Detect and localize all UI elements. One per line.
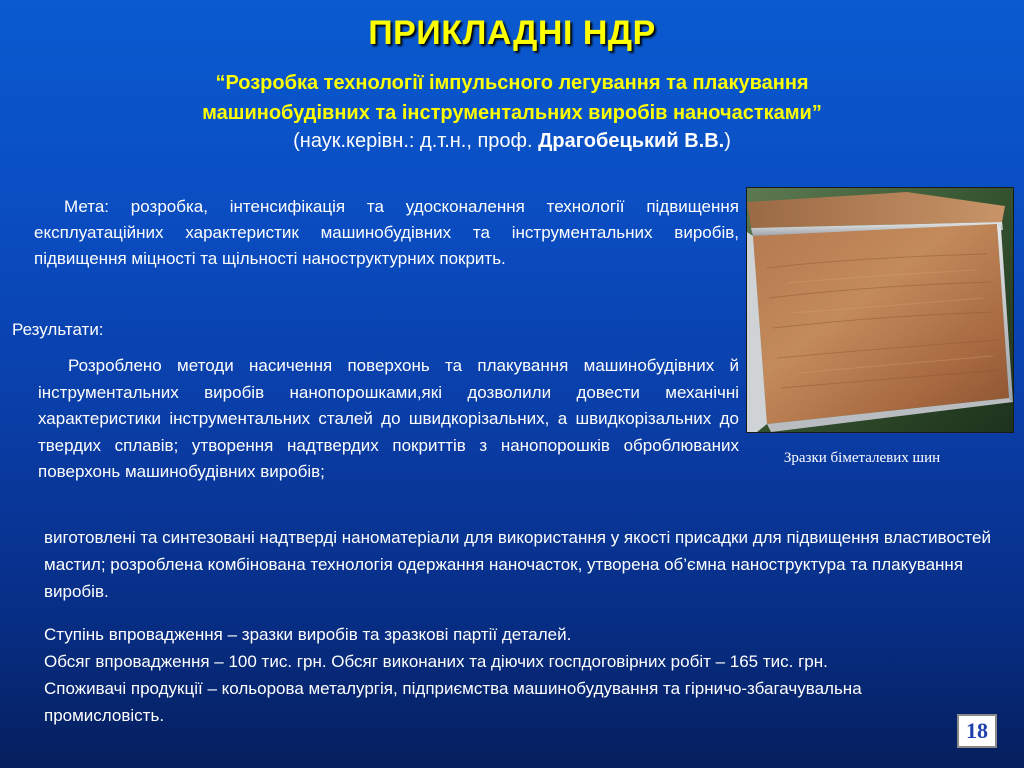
project-title [60, 68, 964, 128]
project-title-line-1: “Розробка технології імпульсного легування та плакування [215, 72, 809, 94]
slide-title: ПРИКЛАДНІ НДР [368, 14, 656, 52]
product-consumers: Споживачі продукції – кольорова металургія, підприємства машинобудування та гірничо-збагачувальна промисловість. [44, 679, 862, 725]
results-text: Розроблено методи насичення поверхонь та плакування машинобудівних й інструментальних виробів нанопорошками,які дозволили довести механічні характеристики інструментальних сталей до швидкорізальних, а швидкорізальних до твердих сплавів; утворення надтвердих покриттів з нанопорошків оброблюваних поверхонь машинобудівних виробів; [38, 356, 739, 481]
project-title-line-2: машинобудівних та інструментальних виробів наночастками” [202, 102, 822, 124]
implementation-volume: Обсяг впровадження – 100 тис. грн. Обсяг виконаних та діючих госпдоговірних робіт – 165 тис. грн. [44, 652, 828, 671]
implementation-degree: Ступінь впровадження – зразки виробів та зразкові партії деталей. [44, 625, 572, 644]
page-number: 18 [957, 714, 997, 748]
supervisor-prefix: (наук.керівн.: д.т.н., проф. [293, 130, 539, 152]
bimetal-samples-photo [746, 187, 1014, 433]
results-continued-text: виготовлені та синтезовані надтверді наноматеріали для використання у якості присадки для підвищення властивостей мастил; розроблена комбінована технологія одержання наночасток, утворена об’ємна наноструктура та плакування виробів. [44, 528, 991, 601]
results-label: Результати: [12, 320, 104, 339]
photo-caption: Зразки біметалевих шин [783, 450, 941, 466]
supervisor-suffix: ) [724, 130, 731, 152]
implementation-block [44, 621, 924, 729]
supervisor [60, 130, 964, 153]
supervisor-name: Драгобецький В.В. [538, 130, 725, 152]
bimetal-samples-illustration [747, 188, 1013, 432]
goal-text: Мета: розробка, інтенсифікація та удосконалення технології підвищення експлуатаційних характеристик машинобудівних та інструментальних виробів, підвищення міцності та щільності наноструктурних покрить. [34, 197, 739, 268]
